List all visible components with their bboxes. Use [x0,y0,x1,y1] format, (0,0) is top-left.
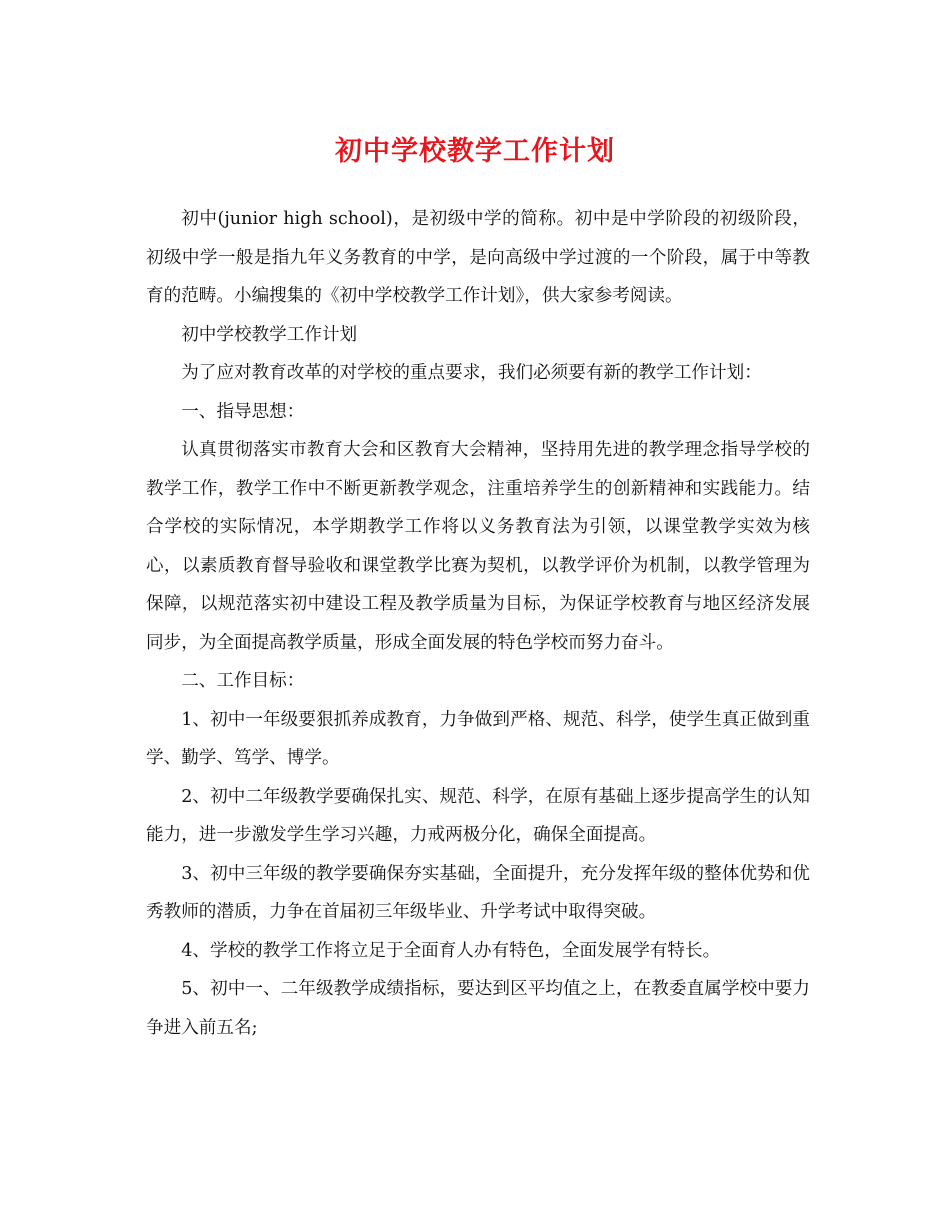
goal-item-1: 1、初中一年级要狠抓养成教育，力争做到严格、规范、科学，使学生真正做到重学、勤学、笃学、博学。 [146,709,810,768]
paragraph-purpose: 为了应对教育改革的对学校的重点要求，我们必须要有新的教学工作计划： [181,363,762,383]
paragraph-intro: 初中(junior high school)，是初级中学的简称。初中是中学阶段的初级阶段，初级中学一般是指九年义务教育的中学，是向高级中学过渡的一个阶段，属于中等教育的范畴。小编搜集的《初中学校教学工作计划》，供大家参考阅读。 [146,209,810,306]
document-body [146,200,810,1047]
goal-item-3: 3、初中三年级的教学要确保夯实基础，全面提升，充分发挥年级的整体优势和优秀教师的潜质，力争在首届初三年级毕业、升学考试中取得突破。 [146,863,810,922]
document-title: 初中学校教学工作计划 [335,136,615,167]
goal-item-4: 4、学校的教学工作将立足于全面育人办有特色，全面发展学有特长。 [181,940,721,961]
goal-item-2: 2、初中二年级教学要确保扎实、规范、科学，在原有基础上逐步提高学生的认知能力，进一步激发学生学习兴趣，力戒两极分化，确保全面提高。 [146,786,810,845]
paragraph-subtitle: 初中学校教学工作计划 [181,324,358,345]
paragraph-guiding-ideology: 认真贯彻落实市教育大会和区教育大会精神，坚持用先进的教学理念指导学校的教学工作，教学工作中不断更新教学观念，注重培养学生的创新精神和实践能力。结合学校的实际情况，本学期教学工作将以义务教育法为引领，以课堂教学实效为核心，以素质教育督导验收和课堂教学比赛为契机，以教学评价为机制，以教学管理为保障，以规范落实初中建设工程及教学质量为目标，为保证学校教育与地区经济发展同步，为全面提高教学质量，形成全面发展的特色学校而努力奋斗。 [146,440,810,653]
section-heading-work-goals: 二、工作目标： [181,671,305,691]
goal-item-5: 5、初中一、二年级教学成绩指标，要达到区平均值之上，在教委直属学校中要力争进入前五名; [146,979,810,1038]
section-heading-guiding-ideology: 一、指导思想： [181,401,305,422]
